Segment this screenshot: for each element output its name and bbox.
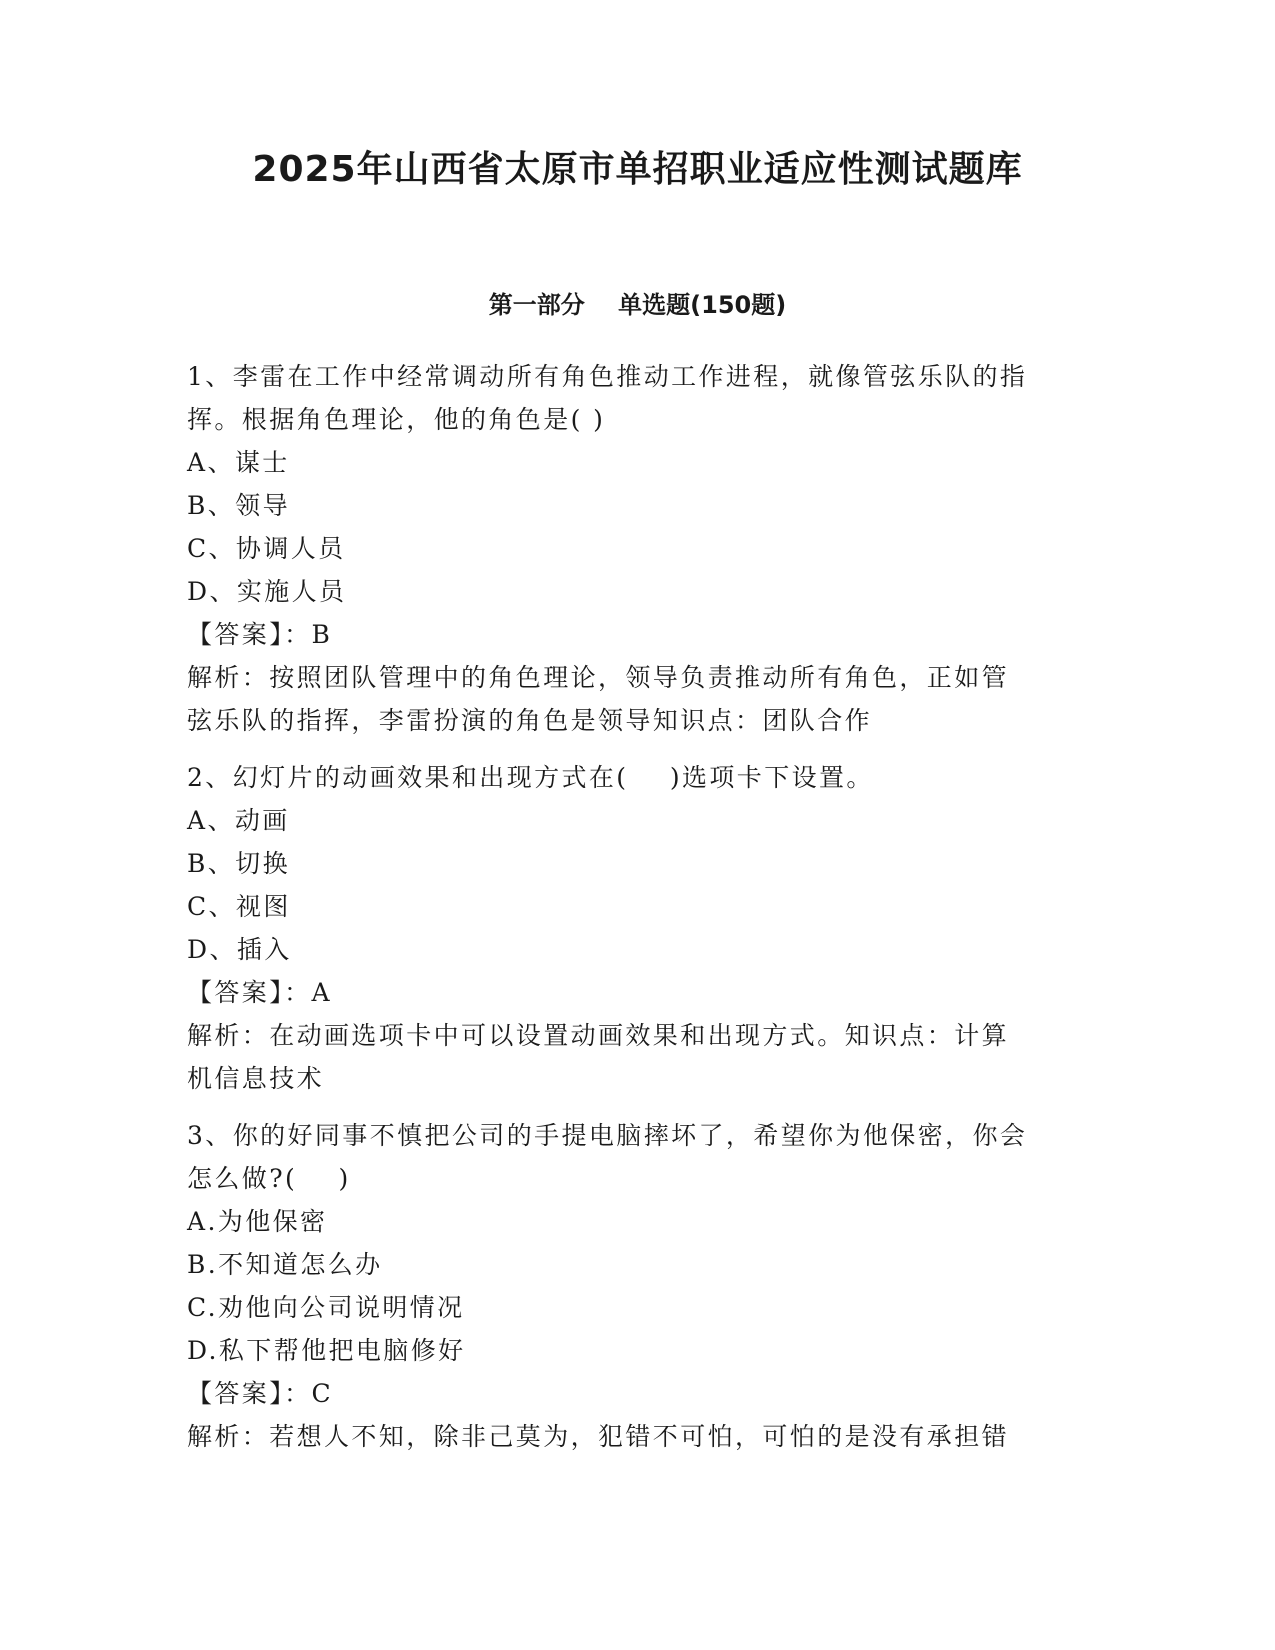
section-title: 第一部分 单选题(150题) xyxy=(488,291,787,319)
question-stem-line: 3、你的好同事不慎把公司的手提电脑摔坏了，希望你为他保密，你会 xyxy=(187,1121,1028,1150)
option-b: B、领导 xyxy=(187,491,290,520)
question-stem-line: 挥。根据角色理论，他的角色是( ) xyxy=(187,405,606,434)
option-a: A.为他保密 xyxy=(187,1207,328,1236)
answer-line: 【答案】：B xyxy=(187,620,333,649)
option-a: A、动画 xyxy=(187,806,290,835)
analysis-line: 弦乐队的指挥，李雷扮演的角色是领导知识点：团队合作 xyxy=(187,706,873,735)
answer-line: 【答案】：A xyxy=(187,978,332,1007)
question-list xyxy=(187,355,1087,1472)
option-d: D、插入 xyxy=(187,935,292,964)
option-d: D.私下帮他把电脑修好 xyxy=(187,1336,466,1365)
analysis-line: 解析：在动画选项卡中可以设置动画效果和出现方式。知识点：计算 xyxy=(187,1021,1010,1050)
analysis-line: 解析：若想人不知，除非己莫为，犯错不可怕，可怕的是没有承担错 xyxy=(187,1422,1010,1451)
option-a: A、谋士 xyxy=(187,448,290,477)
question-2 xyxy=(187,756,1087,1100)
document-title: 2025年山西省太原市单招职业适应性测试题库 xyxy=(252,149,1023,190)
option-b: B.不知道怎么办 xyxy=(187,1250,383,1279)
question-3 xyxy=(187,1114,1087,1458)
question-1 xyxy=(187,355,1087,742)
answer-line: 【答案】：C xyxy=(187,1379,334,1408)
question-stem-line: 2、幻灯片的动画效果和出现方式在( )选项卡下设置。 xyxy=(187,763,874,792)
option-b: B、切换 xyxy=(187,849,290,878)
question-stem-line: 1、李雷在工作中经常调动所有角色推动工作进程，就像管弦乐队的指 xyxy=(187,362,1028,391)
analysis-line: 解析：按照团队管理中的角色理论，领导负责推动所有角色，正如管 xyxy=(187,663,1010,692)
question-stem-line: 怎么做?( ) xyxy=(187,1164,351,1193)
option-c: C、协调人员 xyxy=(187,534,346,563)
option-c: C、视图 xyxy=(187,892,291,921)
analysis-line: 机信息技术 xyxy=(187,1064,325,1093)
option-d: D、实施人员 xyxy=(187,577,347,606)
option-c: C.劝他向公司说明情况 xyxy=(187,1293,465,1322)
